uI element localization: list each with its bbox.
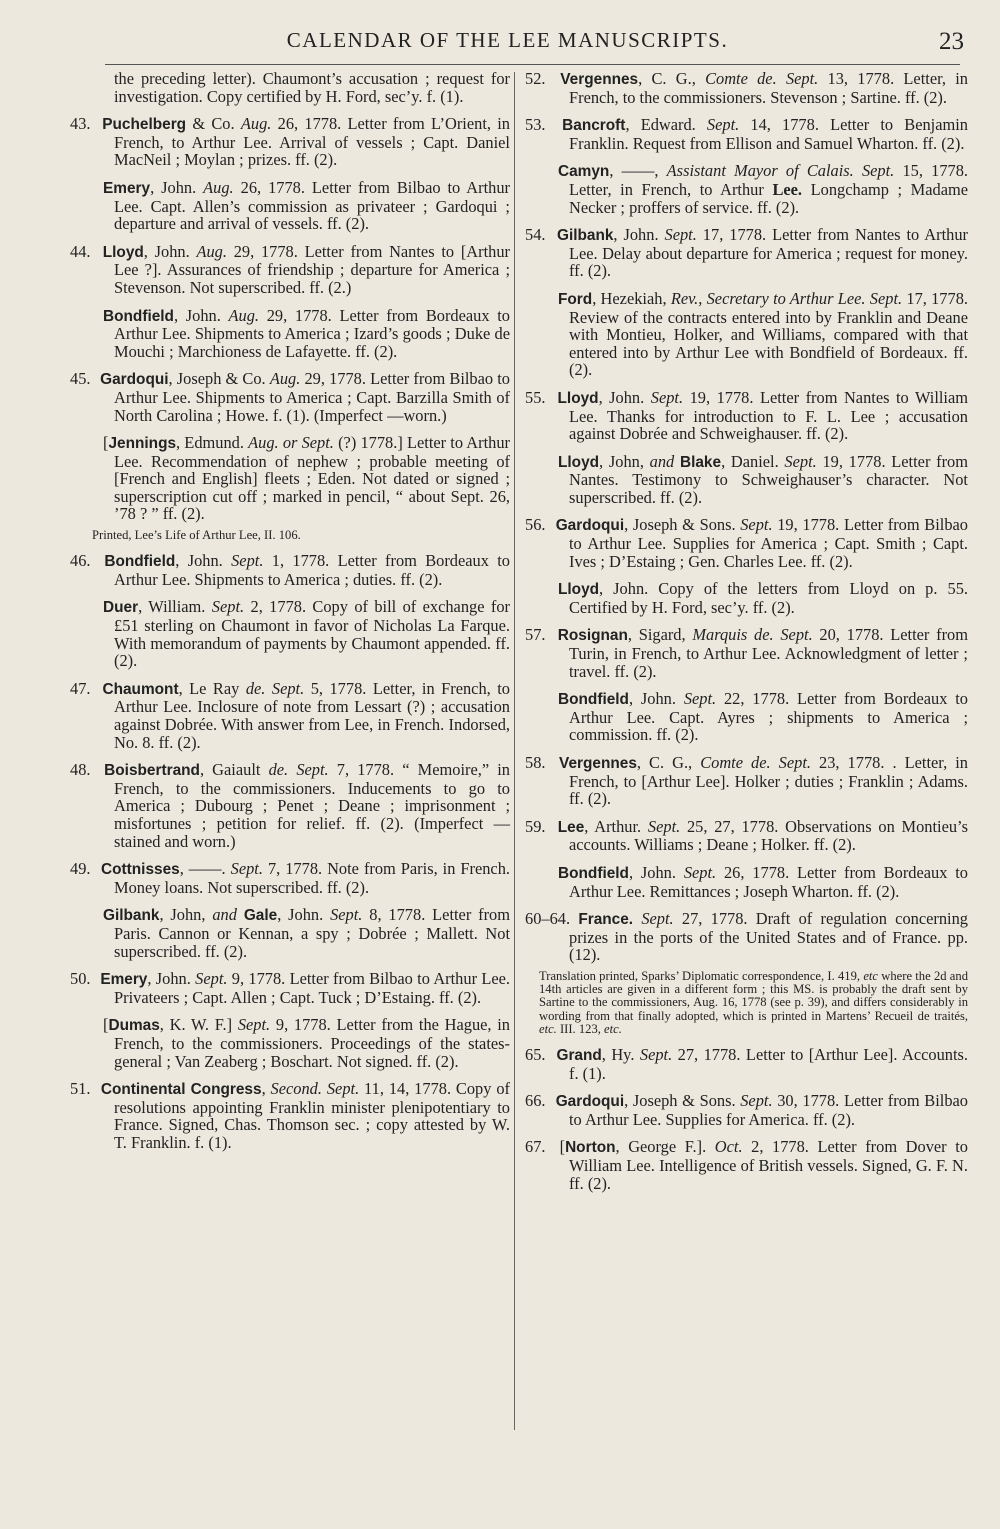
calendar-entry [70, 370, 510, 424]
entry-number: 50. [70, 969, 91, 989]
entry-text: Bondfield, John. Sept. 26, 1778. Letter from Bordeaux to Arthur Lee. Remittances ; Joseph Wharton. ff. (2). [558, 862, 968, 901]
calendar-entry [70, 179, 510, 233]
entry-text: Grand, Hy. Sept. 27, 1778. Letter to [Arthur Lee]. Accounts. f. (1). [556, 1044, 968, 1083]
entry-number: 67. [525, 1137, 546, 1157]
left-column [70, 70, 510, 1161]
entry-number: 60–64. [525, 909, 571, 929]
entry-text: Lloyd, John. Copy of the letters from Lloyd on p. 55. Certified by H. Ford, sec’y. ff. (2). [558, 579, 968, 617]
page-header [105, 28, 970, 58]
calendar-entry [70, 598, 510, 669]
calendar-entry [525, 910, 968, 964]
calendar-entry [525, 1138, 968, 1192]
entry-number: 46. [70, 551, 91, 571]
entry-text: Ford, Hezekiah, Rev., Secretary to Arthur Lee. Sept. 17, 1778. Review of the contracts entered into by Franklin and Deane with Montieu, Holker, and Williams, compared with that entered into by Arthur Lee with Bondfield of Bordeaux. ff. (2). [558, 288, 968, 380]
calendar-entry [70, 761, 510, 850]
citation-note: Printed, Lee’s Life of Arthur Lee, II. 106. [92, 528, 301, 543]
calendar-entry [525, 226, 968, 280]
column-divider [514, 72, 515, 1430]
calendar-entry [525, 1046, 968, 1082]
entry-text: Lee, Arthur. Sept. 25, 27, 1778. Observations on Montieu’s accounts. Williams ; Deane ; Holker. ff. (2). [557, 816, 968, 855]
running-title: CALENDAR OF THE LEE MANUSCRIPTS. [286, 28, 729, 52]
entry-text: Bondfield, John. Sept. 1, 1778. Letter from Bordeaux to Arthur Lee. Shipments to America ; duties. ff. (2). [104, 551, 510, 589]
entry-number: 66. [525, 1091, 546, 1111]
entry-text: Vergennes, C. G., Comte de. Sept. 23, 1778. . Letter, in French, to [Arthur Lee]. Holker ; duties ; Franklin ; Adams. ff. (2). [559, 753, 968, 809]
calendar-entry [525, 453, 968, 507]
entry-text: [Jennings, Edmund. Aug. or Sept. (?) 1778.] Letter to Arthur Lee. Recommendation of nephew ; probable meeting of [French and English] fleets ; Eden. Not dated or signed ; superscription cut off ; marked in pencil, “ about Sept. 26, ’78 ? ” ff. (2). [103, 433, 511, 524]
entry-text: Gilbank, John. Sept. 17, 1778. Letter from Nantes to Arthur Lee. Delay about departure for America ; request for money. ff. (2). [556, 225, 968, 281]
entry-number: 57. [525, 625, 546, 645]
entry-number: 47. [70, 678, 91, 698]
entry-text: Lloyd, John. Aug. 29, 1778. Letter from Nantes to [Arthur Lee ?]. Assurances of friendship ; departure for America ; Stevenson. Not superscribed. ff. (2.) [102, 241, 510, 297]
entry-number: 49. [70, 859, 91, 879]
entry-text: Boisbertrand, Gaiault de. Sept. 7, 1778. “ Memoire,” in French, to the commissioners. Inducements to go to America ; Dubourg ; Penet ; Deane ; imprisonment ; misfortunes ; petition for relief. ff. (2). (Imperfect — stained and worn.) [104, 760, 511, 851]
calendar-entry [525, 580, 968, 616]
calendar-entry [525, 116, 968, 152]
entry-number: 55. [525, 387, 546, 407]
entry-number: 44. [70, 241, 91, 261]
entry-text: Camyn, ——, Assistant Mayor of Calais. Sept. 15, 1778. Letter, in French, to Arthur Lee. Longchamp ; Madame Necker ; proffers of service. ff. (2). [558, 161, 969, 217]
calendar-entry [525, 290, 968, 379]
entry-number: 54. [525, 225, 546, 245]
entry-number: 59. [525, 816, 546, 836]
entry-text: Gardoqui, Joseph & Sons. Sept. 19, 1778. Letter from Bilbao to Arthur Lee. Supplies for America ; Capt. Smith ; Capt. Ives ; D’Estaing ; Gen. Charles Lee. ff. (2). [555, 515, 968, 571]
calendar-entry [525, 389, 968, 443]
calendar-entry [70, 906, 510, 960]
entry-text: Puchelberg & Co. Aug. 26, 1778. Letter from L’Orient, in French, to Arthur Lee. Arrival of vessels ; Capt. Daniel MacNeil ; Moylan ; prizes. ff. (2). [102, 114, 510, 170]
calendar-entry [70, 552, 510, 588]
entry-text: Lloyd, John. Sept. 19, 1778. Letter from Nantes to William Lee. Thanks for introduction to F. L. Lee ; accusation against Dobrée and Schweighauser. ff. (2). [557, 387, 969, 444]
calendar-entry [525, 1092, 968, 1128]
right-column [525, 70, 968, 1202]
calendar-entry [70, 243, 510, 297]
entry-text: Vergennes, C. G., Comte de. Sept. 13, 1778. Letter, in French, to the commissioners. Stevenson ; Sartine. ff. (2). [560, 69, 968, 107]
calendar-entry [70, 1080, 510, 1151]
calendar-entry [70, 970, 510, 1006]
entry-text: Emery, John. Aug. 26, 1778. Letter from Bilbao to Arthur Lee. Capt. Allen’s commission as privateer ; Gardoqui ; departure and arrival of vessels. ff. (2). [103, 177, 510, 234]
entry-text: Gardoqui, Joseph & Sons. Sept. 30, 1778. Letter from Bilbao to Arthur Lee. Supplies for America. ff. (2). [555, 1091, 968, 1129]
calendar-entry [70, 1016, 510, 1070]
entry-number: 58. [525, 753, 546, 772]
calendar-entry [70, 680, 510, 751]
entry-number: 53. [525, 115, 546, 135]
entry-number: 65. [525, 1044, 546, 1064]
calendar-entry [525, 754, 968, 808]
entry-text: Chaumont, Le Ray de. Sept. 5, 1778. Letter, in French, to Arthur Lee. Inclosure of note from Lessart (?) ; accusation against Dobrée. With answer from Lee, in French. Indorsed, No. 8. ff. (2). [102, 678, 510, 752]
entry-text: Bancroft, Edward. Sept. 14, 1778. Letter to Benjamin Franklin. Request from Ellison and Samuel Wharton. ff. (2). [562, 115, 968, 153]
calendar-entry [70, 860, 510, 896]
calendar-entry [525, 70, 968, 106]
entry-text: Gardoqui, Joseph & Co. Aug. 29, 1778. Letter from Bilbao to Arthur Lee. Shipments to America ; Capt. Barzilla Smith of North Carolina ; Howe. f. (1). (Imperfect —worn.) [100, 369, 510, 425]
calendar-entry [525, 864, 968, 900]
calendar-entry [525, 516, 968, 570]
entry-text: [Dumas, K. W. F.] Sept. 9, 1778. Letter from the Hague, in French, to the commissioners. Proceedings of the states-general ; Van Zeaberg ; Boschart. Not signed. ff. (2). [103, 1015, 510, 1071]
calendar-entry [525, 690, 968, 744]
entry-text: Rosignan, Sigard, Marquis de. Sept. 20, 1778. Letter from Turin, in French, to Arthur Lee. Acknowledgment of letter ; travel. ff. (2). [557, 625, 968, 681]
entry-text: France. Sept. 27, 1778. Draft of regulation concerning prizes in the ports of the United States and of France. pp. (12). [569, 909, 968, 965]
entry-text: Gilbank, John, and Gale, John. Sept. 8, 1778. Letter from Paris. Cannon or Kennan, a spy ; Dobrée ; Mallett. Not superscribed. ff. (2). [103, 905, 511, 961]
calendar-entry [70, 115, 510, 169]
entry-number: 43. [70, 114, 91, 134]
calendar-entry [525, 162, 968, 216]
entry-text: Duer, William. Sept. 2, 1778. Copy of bill of exchange for £51 sterling on Chaumont in favor of Nicholas La Farque. With memorandum of payments by Chaumont appended. ff. (2). [103, 597, 510, 671]
calendar-entry [70, 434, 510, 523]
citation-note: Translation printed, Sparks’ Diplomatic correspondence, I. 419, etc where the 2d and 14th articles are given in a different form ; this MS. is probably the draft sent by Sartine to the commissioners, Aug. 16, 1778 (see p. 39), and differs considerably in wording from that finally adopted, which is printed in Martens’ Recueil de traités, etc. III. 123, etc. [539, 968, 968, 1036]
entry-number: 51. [70, 1079, 91, 1099]
calendar-entry [525, 626, 968, 680]
calendar-entry [70, 70, 510, 105]
entry-number: 56. [525, 515, 546, 535]
entry-number: 52. [525, 69, 546, 88]
entry-text: Lloyd, John, and Blake, Daniel. Sept. 19, 1778. Letter from Nantes. Testimony to Schweighauser’s character. Not superscribed. ff. (2). [558, 451, 968, 507]
page-number: 23 [939, 28, 964, 55]
entry-text: Cottnisses, ——. Sept. 7, 1778. Note from Paris, in French. Money loans. Not superscribed. ff. (2). [101, 859, 510, 897]
entry-number: 45. [70, 369, 91, 389]
entry-text: Continental Congress, Second. Sept. 11, 14, 1778. Copy of resolutions appointing Franklin minister plenipotentiary to France. Signed, Chas. Thomson sec. ; copy attested by W. T. Franklin. f. (1). [100, 1079, 510, 1152]
entry-number: 48. [70, 760, 91, 780]
calendar-entry [525, 818, 968, 854]
entry-text: Bondfield, John. Aug. 29, 1778. Letter from Bordeaux to Arthur Lee. Shipments to America ; Izard’s goods ; Duke de Mouchi ; Marchioness de Lafayette. ff. (2). [103, 305, 510, 361]
entry-text: [Norton, George F.]. Oct. 2, 1778. Letter from Dover to William Lee. Intelligence of British vessels. Signed, G. F. N. ff. (2). [559, 1137, 968, 1193]
entry-text: the preceding letter). Chaumont’s accusation ; request for investigation. Copy certified by H. Ford, sec’y. f. (1). [114, 69, 510, 106]
calendar-entry [70, 307, 510, 361]
header-rule [105, 64, 960, 65]
entry-text: Emery, John. Sept. 9, 1778. Letter from Bilbao to Arthur Lee. Privateers ; Capt. Allen ; Capt. Tuck ; D’Estaing. ff. (2). [100, 969, 510, 1007]
entry-text: Bondfield, John. Sept. 22, 1778. Letter from Bordeaux to Arthur Lee. Capt. Ayres ; shipments to America ; commission. ff. (2). [558, 689, 968, 745]
